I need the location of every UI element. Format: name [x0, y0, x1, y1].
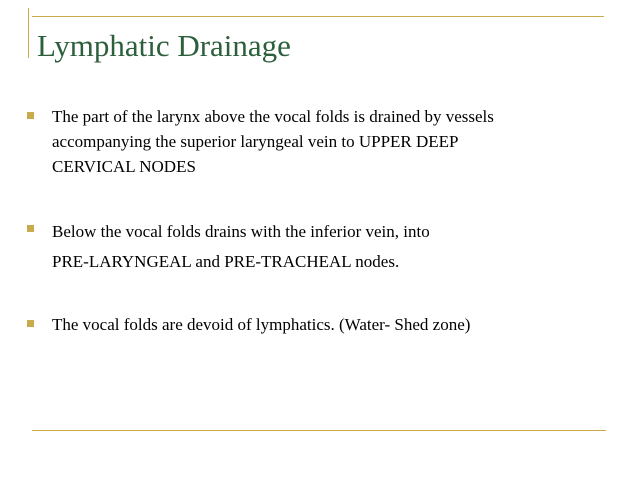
square-bullet-icon — [27, 112, 34, 119]
bullet-line: The vocal folds are devoid of lymphatics. (Water- Shed zone) — [52, 315, 471, 334]
square-bullet-icon — [27, 225, 34, 232]
bullet-line: PRE-LARYNGEAL and PRE-TRACHEAL nodes. — [52, 252, 400, 271]
square-bullet-icon — [27, 320, 34, 327]
bullet-line: Below the vocal folds drains with the inferior vein, into — [52, 222, 430, 241]
bullet-text — [52, 104, 597, 179]
slide-title: Lymphatic Drainage — [37, 28, 291, 63]
bullet-line: The part of the larynx above the vocal folds is drained by vessels — [52, 107, 494, 126]
bullet-text — [52, 217, 597, 277]
bottom-divider — [32, 430, 606, 431]
bullet-line: CERVICAL NODES — [52, 157, 196, 176]
bullet-text — [52, 312, 597, 337]
bullet-line: accompanying the superior laryngeal vein to UPPER DEEP — [52, 132, 459, 151]
